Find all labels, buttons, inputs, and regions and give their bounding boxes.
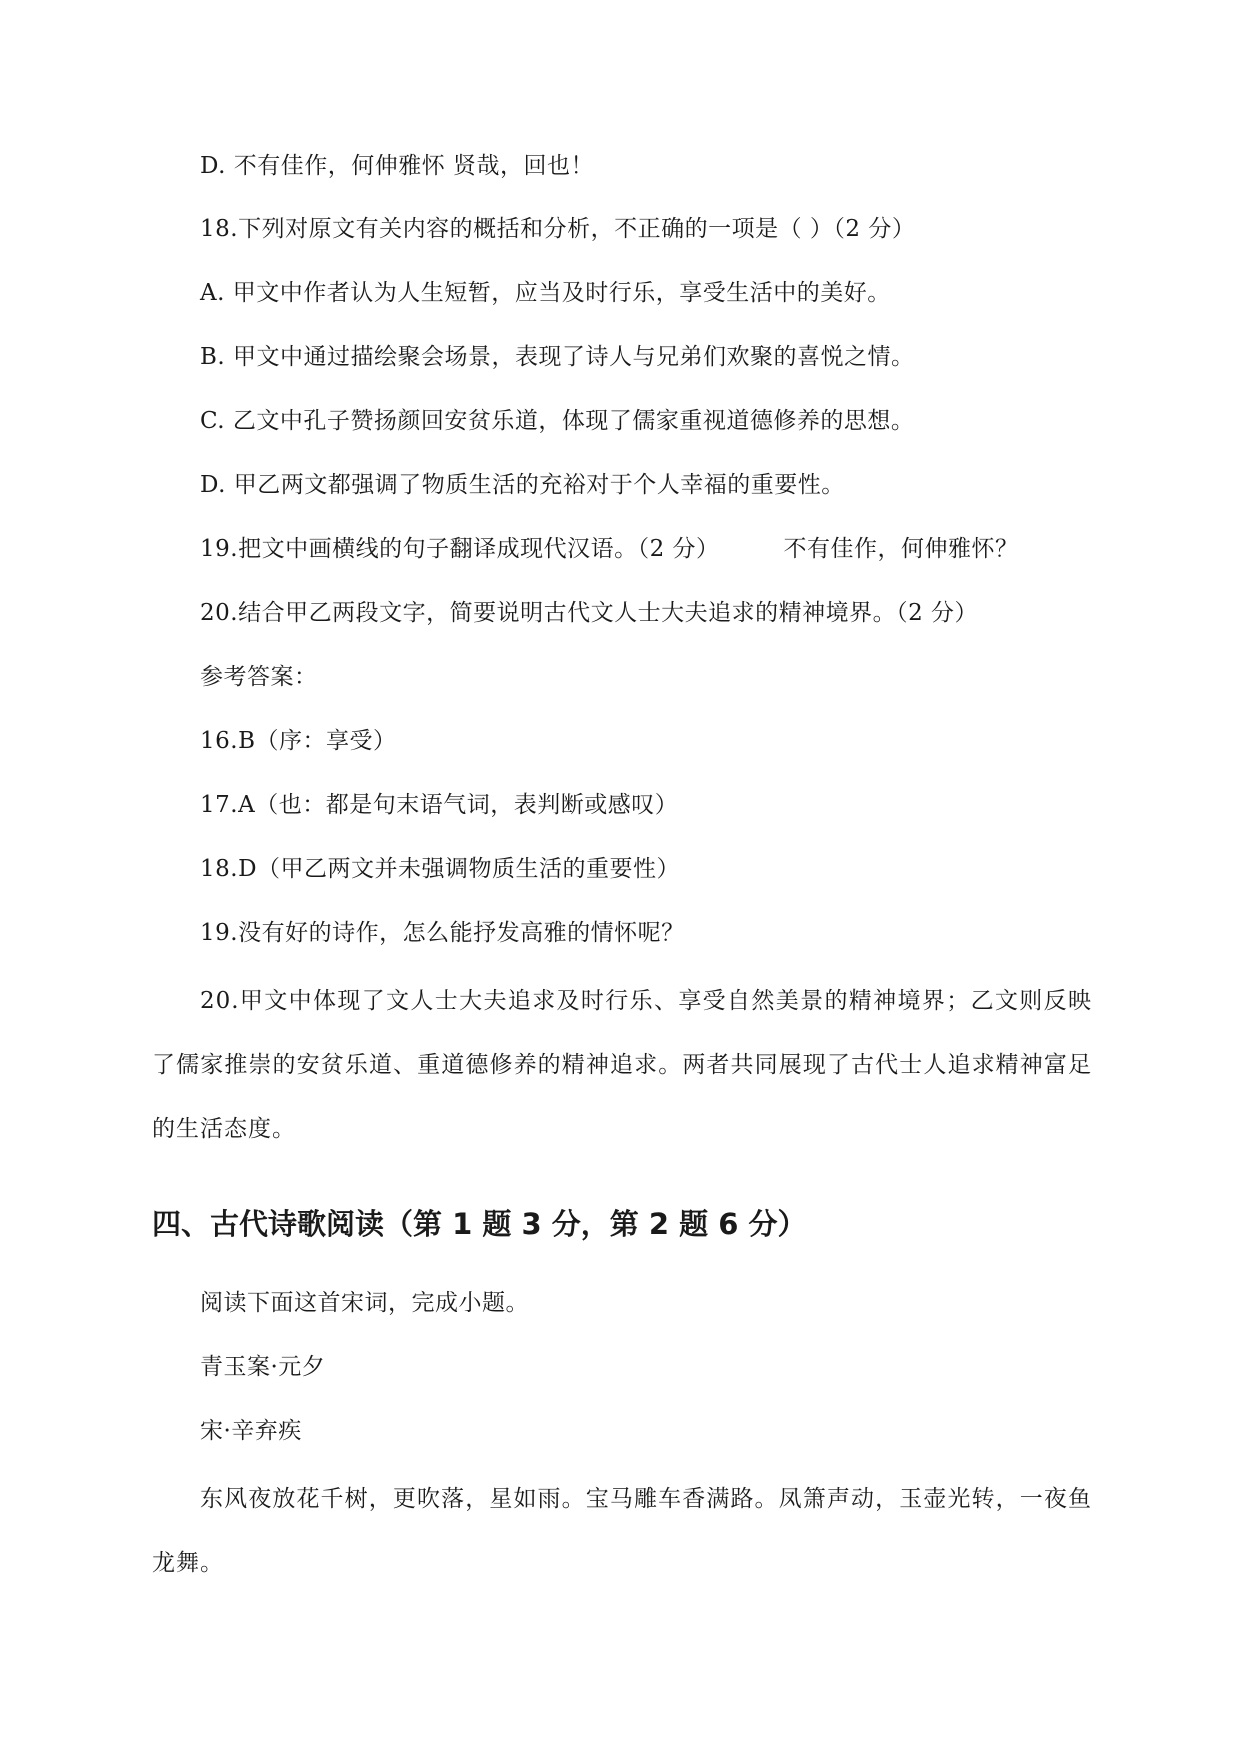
question-19-prompt: 19.把文中画横线的句子翻译成现代汉语。（2 分） bbox=[200, 536, 720, 562]
option-d-q18: D. 甲乙两文都强调了物质生活的充裕对于个人幸福的重要性。 bbox=[200, 472, 845, 498]
answers-title: 参考答案： bbox=[200, 664, 318, 690]
section-4-instruction: 阅读下面这首宋词，完成小题。 bbox=[200, 1290, 529, 1316]
answer-17: 17.A（也：都是句末语气词，表判断或感叹） bbox=[200, 792, 679, 818]
question-18: 18.下列对原文有关内容的概括和分析，不正确的一项是（ ）（2 分） bbox=[200, 216, 916, 242]
question-19 bbox=[200, 534, 1019, 564]
question-20: 20.结合甲乙两段文字，简要说明古代文人士大夫追求的精神境界。（2 分） bbox=[200, 600, 979, 626]
answer-20: 20.甲文中体现了文人士大夫追求及时行乐、享受自然美景的精神境界；乙文则反映了儒家推崇的安贫乐道、重道德修养的精神追求。两者共同展现了古代士人追求精神富足的生活态度。 bbox=[152, 988, 1092, 1142]
answer-16: 16.B（序：享受） bbox=[200, 728, 397, 754]
option-a-q18: A. 甲文中作者认为人生短暂，应当及时行乐，享受生活中的美好。 bbox=[200, 280, 891, 306]
question-19-sentence: 不有佳作，何伸雅怀？ bbox=[783, 536, 1019, 562]
option-c-q18: C. 乙文中孔子赞扬颜回安贫乐道，体现了儒家重视道德修养的思想。 bbox=[200, 408, 915, 434]
answer-18: 18.D（甲乙两文并未强调物质生活的重要性） bbox=[200, 856, 681, 882]
section-4-heading: 四、古代诗歌阅读（第 1 题 3 分，第 2 题 6 分） bbox=[152, 1207, 807, 1241]
answer-19: 19.没有好的诗作，怎么能抒发高雅的情怀呢？ bbox=[200, 920, 685, 946]
option-d-q17: D. 不有佳作，何伸雅怀 贤哉，回也！ bbox=[200, 153, 595, 179]
poem-author: 宋·辛弃疾 bbox=[200, 1418, 302, 1444]
poem-text: 东风夜放花千树，更吹落，星如雨。宝马雕车香满路。凤箫声动，玉壶光转，一夜鱼龙舞。 bbox=[152, 1486, 1092, 1576]
option-b-q18: B. 甲文中通过描绘聚会场景，表现了诗人与兄弟们欢聚的喜悦之情。 bbox=[200, 344, 915, 370]
poem-title: 青玉案·元夕 bbox=[200, 1354, 326, 1380]
